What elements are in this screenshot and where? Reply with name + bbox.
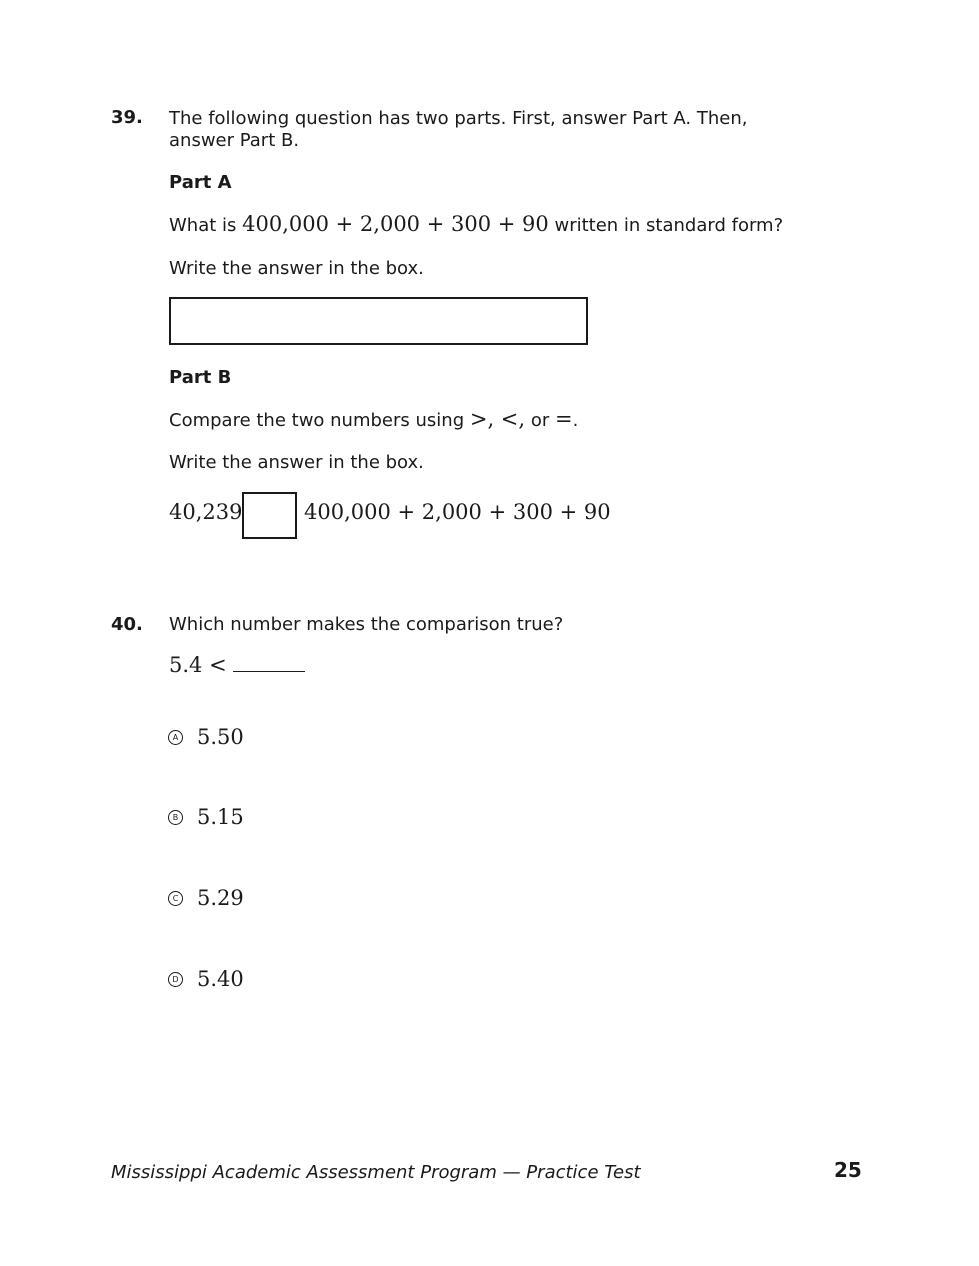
part-b-prompt-pre: Compare the two numbers using [169, 410, 465, 431]
question-40-prompt: Which number makes the comparison true? [169, 614, 564, 635]
choice-a[interactable] [168, 724, 244, 750]
choice-c-value: 5.29 [197, 886, 244, 910]
question-40-comparison [169, 652, 305, 678]
page-number: 25 [834, 1158, 862, 1182]
choice-d-value: 5.40 [197, 967, 244, 991]
question-39-intro-line2: answer Part B. [169, 130, 300, 151]
part-b-heading: Part B [169, 367, 232, 388]
question-39-number: 39. [111, 107, 143, 128]
part-b-answer-box[interactable] [242, 492, 297, 539]
footer-program-title: Mississippi Academic Assessment Program — Practice Test [111, 1162, 641, 1183]
part-b-instruction: Write the answer in the box. [169, 452, 424, 473]
part-a-prompt-post: written in standard form? [554, 215, 784, 236]
question-40-number: 40. [111, 614, 143, 635]
part-b-prompt-or: or [530, 410, 550, 431]
part-a-prompt-pre: What is [169, 215, 237, 236]
part-a-prompt [169, 211, 783, 239]
choice-c[interactable] [168, 885, 244, 911]
choice-d-bubble-icon[interactable]: D [168, 972, 183, 987]
part-b-prompt-end: . [572, 410, 579, 431]
part-b-symbol-equal: = [554, 407, 573, 431]
part-a-answer-box[interactable] [169, 297, 588, 345]
part-b-left-number: 40,239 [169, 500, 243, 524]
comparison-blank [233, 653, 305, 672]
part-b-symbols: >, <, [469, 407, 526, 431]
part-a-instruction: Write the answer in the box. [169, 258, 424, 279]
question-39-intro-line1: The following question has two parts. First, answer Part A. Then, [169, 108, 748, 129]
choice-a-value: 5.50 [197, 725, 244, 749]
choice-a-bubble-icon[interactable]: A [168, 730, 183, 745]
comparison-expression: 5.4 < [169, 653, 227, 677]
part-b-right-expression: 400,000 + 2,000 + 300 + 90 [304, 500, 611, 524]
choice-b-bubble-icon[interactable]: B [168, 810, 183, 825]
choice-b[interactable] [168, 804, 244, 830]
part-a-expression: 400,000 + 2,000 + 300 + 90 [242, 212, 549, 236]
part-a-heading: Part A [169, 172, 232, 193]
choice-b-value: 5.15 [197, 805, 244, 829]
choice-c-bubble-icon[interactable]: C [168, 891, 183, 906]
choice-d[interactable] [168, 966, 244, 992]
part-b-prompt [169, 406, 578, 434]
